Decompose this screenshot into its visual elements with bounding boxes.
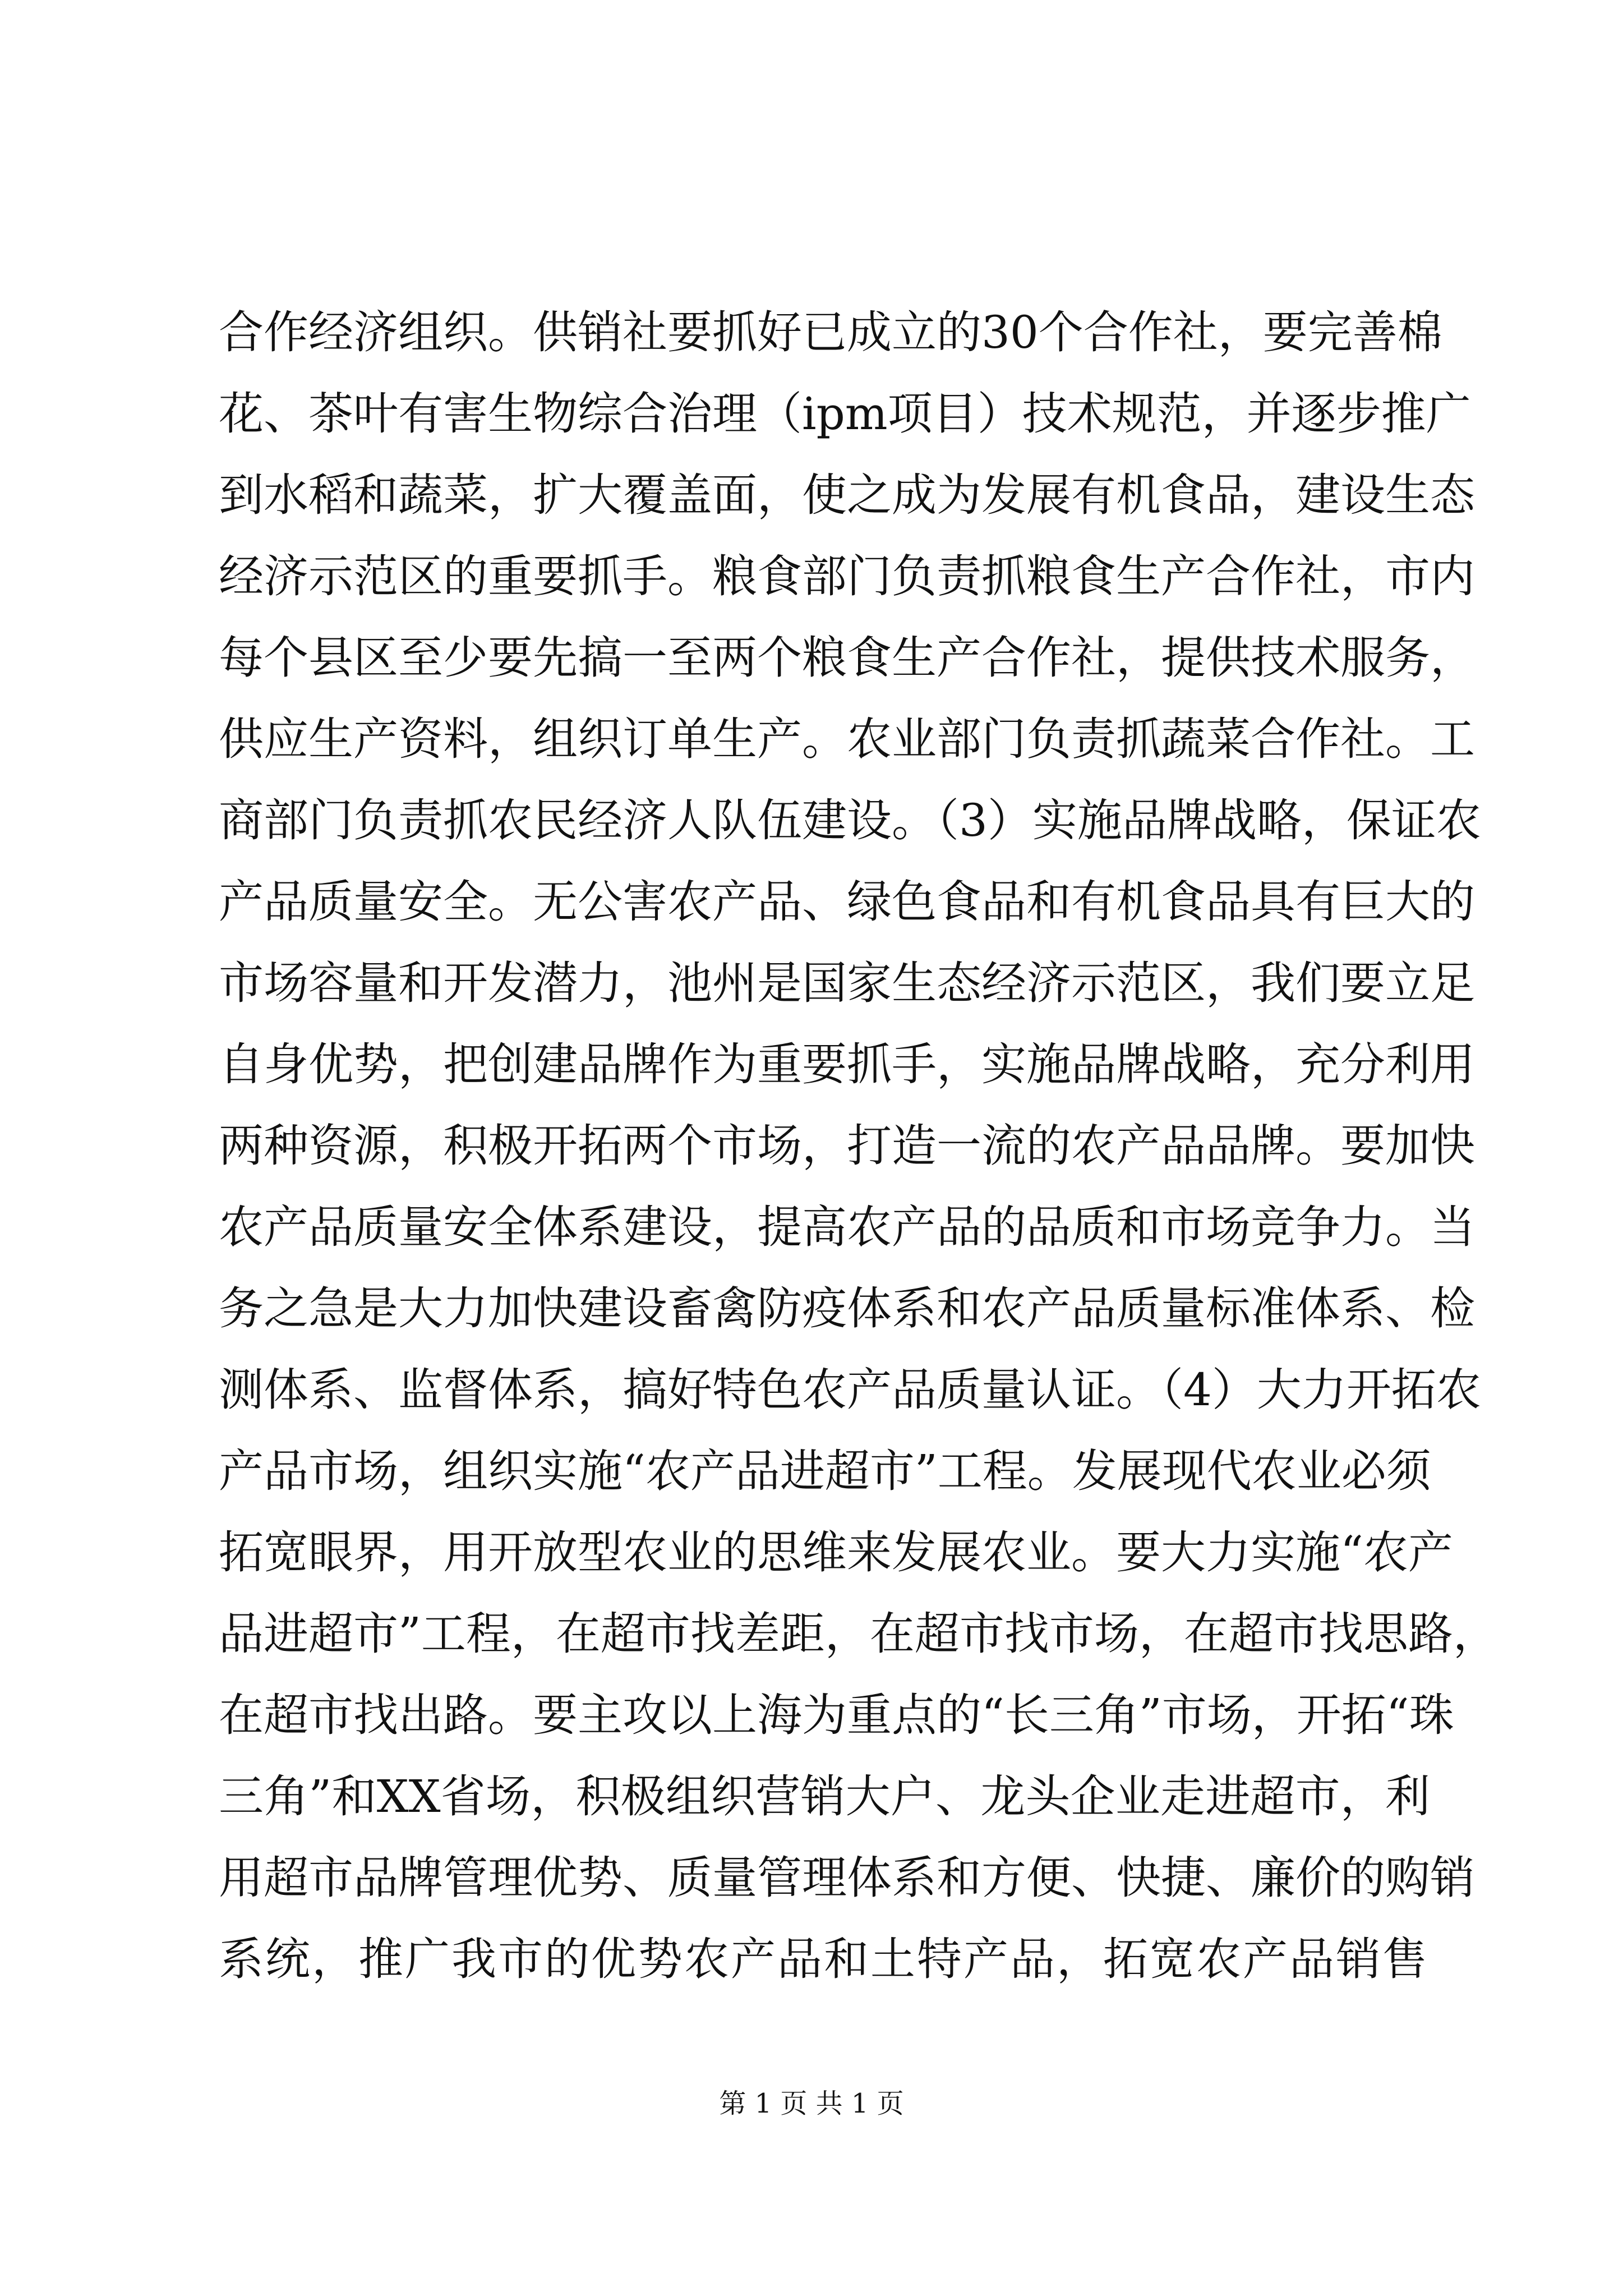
text-line: 三角”和XX省场，积极组织营销大户、龙头企业走进超市，利: [219, 1770, 1430, 1823]
text-line: 产品质量安全。无公害农产品、绿色食品和有机食品具有巨大的: [219, 876, 1475, 928]
text-line: 经济示范区的重要抓手。粮食部门负责抓粮食生产合作社，市内: [219, 550, 1475, 602]
text-line: 拓宽眼界，用开放型农业的思维来发展农业。要大力实施“农产: [219, 1526, 1453, 1579]
text-line: 到水稻和蔬菜，扩大覆盖面，使之成为发展有机食品，建设生态: [219, 469, 1475, 521]
text-line: 两种资源，积极开拓两个市场，打造一流的农产品品牌。要加快: [219, 1120, 1475, 1172]
text-line: 农产品质量安全体系建设，提高农产品的品质和市场竞争力。当: [219, 1201, 1475, 1253]
text-line: 供应生产资料，组织订单生产。农业部门负责抓蔬菜合作社。工: [219, 713, 1475, 765]
text-line: 系统，推广我市的优势农产品和土特产品，拓宽农产品销售: [219, 1933, 1429, 1985]
text-line: 在超市找出路。要主攻以上海为重点的“长三角”市场，开拓“珠: [219, 1689, 1454, 1741]
text-line: 品进超市”工程，在超市找差距，在超市找市场，在超市找思路，: [219, 1608, 1498, 1660]
text-line: 产品市场，组织实施“农产品进超市”工程。发展现代农业必须: [219, 1445, 1431, 1497]
text-line: 用超市品牌管理优势、质量管理体系和方便、快捷、廉价的购销: [219, 1852, 1475, 1904]
text-line: 合作经济组织。供销社要抓好已成立的30个合作社，要完善棉: [219, 306, 1442, 358]
text-line: 市场容量和开发潜力，池州是国家生态经济示范区，我们要立足: [219, 957, 1475, 1009]
text-line: 务之急是大力加快建设畜禽防疫体系和农产品质量标准体系、检: [219, 1282, 1475, 1335]
text-line: 花、茶叶有害生物综合治理（ipm项目）技术规范，并逐步推广: [219, 388, 1471, 440]
text-line: 测体系、监督体系，搞好特色农产品质量认证。（4）大力开拓农: [219, 1364, 1481, 1416]
body-text: [219, 292, 1498, 2000]
text-line: 每个县区至少要先搞一至两个粮食生产合作社，提供技术服务，: [219, 632, 1475, 684]
page-footer: 第 1 页 共 1 页: [719, 2088, 904, 2119]
text-line: 自身优势，把创建品牌作为重要抓手，实施品牌战略，充分利用: [219, 1038, 1475, 1091]
text-line: 商部门负责抓农民经济人队伍建设。（3）实施品牌战略，保证农: [219, 794, 1481, 846]
